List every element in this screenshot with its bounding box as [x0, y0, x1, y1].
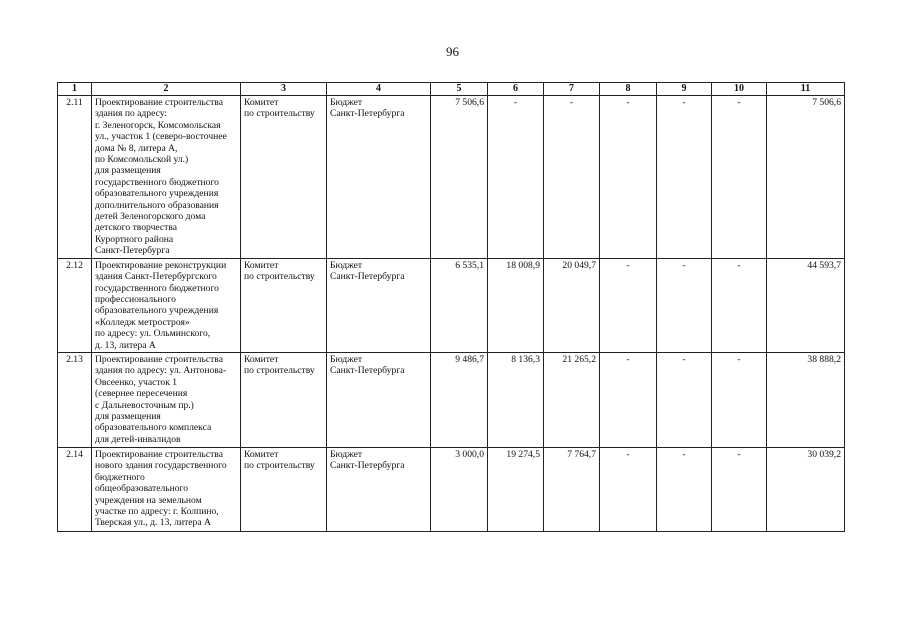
- row-description: Проектирование реконструкции здания Санкт-Петербургского государственного бюджетного профессионального образовательного учреждения «Колледж метростроя» по адресу: ул. Ольминского, д. 13, литера А: [92, 258, 241, 352]
- table-row: [58, 96, 845, 259]
- page-number: 96: [446, 44, 459, 59]
- column-header: 4: [327, 83, 431, 96]
- row-total: 7 506,6: [767, 96, 845, 259]
- table-row: [58, 447, 845, 531]
- row-value: 20 049,7: [544, 258, 600, 352]
- row-executor: Комитет по строительству: [241, 258, 327, 352]
- row-value: 7 506,6: [431, 96, 488, 259]
- row-value: 8 136,3: [488, 352, 544, 447]
- row-value: -: [600, 352, 657, 447]
- row-value: 21 265,2: [544, 352, 600, 447]
- row-value: -: [600, 96, 657, 259]
- row-total: 38 888,2: [767, 352, 845, 447]
- row-number: 2.12: [58, 258, 92, 352]
- row-value: -: [712, 447, 767, 531]
- row-value: -: [600, 258, 657, 352]
- column-header: 8: [600, 83, 657, 96]
- row-value: -: [657, 447, 712, 531]
- row-value: -: [657, 96, 712, 259]
- row-value: 6 535,1: [431, 258, 488, 352]
- column-header: 2: [92, 83, 241, 96]
- column-header: 1: [58, 83, 92, 96]
- column-header: 6: [488, 83, 544, 96]
- row-executor: Комитет по строительству: [241, 352, 327, 447]
- table-row: [58, 352, 845, 447]
- column-header: 5: [431, 83, 488, 96]
- row-number: 2.13: [58, 352, 92, 447]
- row-value: -: [657, 258, 712, 352]
- column-header: 9: [657, 83, 712, 96]
- row-total: 30 039,2: [767, 447, 845, 531]
- row-value: -: [712, 352, 767, 447]
- program-table: [57, 82, 845, 532]
- row-value: -: [657, 352, 712, 447]
- row-value: -: [600, 447, 657, 531]
- row-source: Бюджет Санкт-Петербурга: [327, 96, 431, 259]
- row-value: 19 274,5: [488, 447, 544, 531]
- table-row: [58, 258, 845, 352]
- row-value: -: [712, 96, 767, 259]
- row-value: 18 008,9: [488, 258, 544, 352]
- row-description: Проектирование строительства здания по адресу: ул. Антонова- Овсеенко, участок 1 (севернее пересечения с Дальневосточным пр.) для размещения образовательного комплекса для детей-инвалидов: [92, 352, 241, 447]
- row-description: Проектирование строительства нового здания государственного бюджетного общеобразовательного учреждения на земельном участке по адресу: г. Колпино, Тверская ул., д. 13, литера А: [92, 447, 241, 531]
- row-number: 2.14: [58, 447, 92, 531]
- row-executor: Комитет по строительству: [241, 96, 327, 259]
- header-row: [58, 83, 845, 96]
- row-source: Бюджет Санкт-Петербурга: [327, 447, 431, 531]
- row-source: Бюджет Санкт-Петербурга: [327, 352, 431, 447]
- row-value: -: [488, 96, 544, 259]
- row-value: 3 000,0: [431, 447, 488, 531]
- column-header: 7: [544, 83, 600, 96]
- row-number: 2.11: [58, 96, 92, 259]
- row-description: Проектирование строительства здания по адресу: г. Зеленогорск, Комсомольская ул., участок 1 (северо-восточнее дома № 8, литера А, по Комсомольской ул.) для размещения государственного бюджетного образовательного учреждения дополнительного образования детей Зеленогорского дома детского творчества Курортного района Санкт-Петербурга: [92, 96, 241, 259]
- row-value: 9 486,7: [431, 352, 488, 447]
- column-header: 3: [241, 83, 327, 96]
- column-header: 10: [712, 83, 767, 96]
- row-value: -: [712, 258, 767, 352]
- row-total: 44 593,7: [767, 258, 845, 352]
- row-executor: Комитет по строительству: [241, 447, 327, 531]
- row-value: -: [544, 96, 600, 259]
- row-value: 7 764,7: [544, 447, 600, 531]
- row-source: Бюджет Санкт-Петербурга: [327, 258, 431, 352]
- column-header: 11: [767, 83, 845, 96]
